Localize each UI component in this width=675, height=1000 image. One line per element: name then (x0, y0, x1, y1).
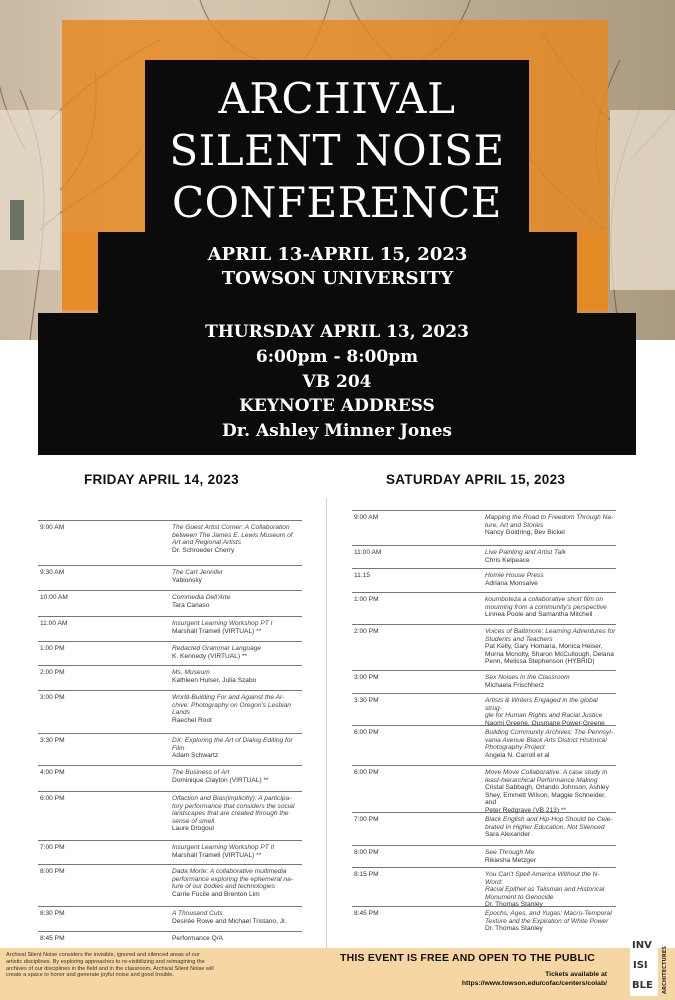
session-details (485, 596, 607, 619)
session-details (485, 514, 613, 537)
schedule-row (352, 592, 616, 619)
session-title: The Cart Jennifer (172, 569, 223, 576)
session-presenters: Performance Q/A (172, 935, 223, 942)
session-title: Students and Teachers (485, 635, 553, 643)
session-presenters: Naomi Greene, Ousmane Power-Greene (485, 719, 605, 727)
session-title: between The James E. Lewis Museum of (172, 531, 293, 539)
session-presenters: Adriana Monsalve (485, 579, 538, 587)
session-presenters: K. Kennedy (VIRTUAL) ** (172, 652, 248, 660)
session-details (172, 868, 293, 898)
schedule-row (38, 641, 302, 660)
session-title: See Through Me (485, 849, 535, 856)
session-time: 11:15 (354, 572, 371, 579)
session-time: 9:00 AM (354, 514, 379, 521)
schedule-row (38, 733, 302, 760)
session-details (172, 935, 223, 943)
about-line: Archival Silent Noise considers the invisible, ignored and silenced areas of our (6, 952, 200, 958)
session-details (172, 569, 223, 584)
keynote-room: VB 204 (302, 372, 372, 392)
schedule-row (352, 867, 616, 909)
schedule-row (352, 812, 616, 839)
session-details (485, 816, 613, 839)
session-details (172, 669, 256, 684)
session-presenters: Kathleen Hulser, Julia Szabo (172, 676, 257, 684)
session-presenters: Adam Schwartz (172, 752, 219, 760)
about-line: create a space to honor and generate joyful noise and good trouble. (6, 972, 174, 979)
venue: TOWSON UNIVERSITY (221, 268, 454, 289)
session-details (172, 769, 269, 784)
logo-letters-3: BLE (632, 980, 653, 991)
session-presenters: Dr. Schroeder Cherry (172, 546, 235, 554)
session-details (172, 795, 294, 833)
date-range: APRIL 13-APRIL 15, 2023 (207, 244, 468, 265)
session-time: 2:00 PM (354, 628, 379, 635)
session-title: Texture and the Expiration of White Power (485, 917, 609, 925)
session-presenters: Dominique Clayton (VIRTUAL) ** (172, 776, 269, 784)
session-title: ture, Art and Stories (485, 521, 544, 529)
session-details (485, 729, 613, 759)
session-title: Artists & Writers Engaged in the global strug- (485, 697, 598, 712)
schedule-row (352, 845, 616, 864)
schedule-row (352, 545, 616, 564)
session-details (485, 849, 536, 864)
session-time: 8:00 PM (40, 868, 65, 875)
schedule-row (38, 864, 302, 898)
session-presenters: Nancy Goldring, Bev Bickel (485, 529, 565, 537)
session-presenters: Marshall Tramell (VIRTUAL) ** (172, 627, 262, 635)
schedule-row (38, 616, 302, 635)
schedule-row (38, 520, 302, 554)
session-title: Sex Noises in the Classroom (485, 674, 570, 681)
session-title: gle for Human Rights and Racial Justice (485, 712, 603, 720)
session-presenters: Penn, Melissa Stephenson (HYBRID) (485, 658, 595, 666)
session-presenters: Raechel Root (172, 716, 212, 724)
session-time: 6:00 PM (354, 729, 379, 736)
saturday-heading: SATURDAY APRIL 15, 2023 (386, 472, 566, 487)
session-details (172, 910, 287, 925)
session-presenters: Morna Mcnolty, Sharon McCullough, Delana (485, 650, 614, 658)
session-details (172, 844, 274, 859)
ticket-info (462, 970, 607, 988)
schedule-row (38, 840, 302, 859)
session-time: 9:30 AM (40, 569, 65, 576)
session-title: DX: Exploring the Art of Dialog Editing for (172, 737, 293, 744)
schedule-row (352, 624, 616, 666)
session-presenters: Dr. Thomas Stanley (485, 925, 543, 933)
session-title: Homie House Press (485, 572, 544, 579)
session-title: vania Avenue Black Arts District Historical (485, 736, 607, 744)
schedule-row (352, 568, 616, 587)
session-title: Art and Regional Artists (172, 539, 242, 547)
session-title: koumboteza a collaborative short film on (485, 596, 604, 603)
free-event-notice: THIS EVENT IS FREE AND OPEN TO THE PUBLIC (340, 952, 595, 964)
about-line: artistic disciplines. By exploring approaches to re-visibilizing and reimagining the (6, 958, 205, 965)
session-time: 3:00 PM (354, 674, 379, 681)
session-time: 9:00 AM (40, 524, 65, 531)
session-time: 7:00 PM (40, 844, 65, 851)
session-presenters: Dr. Thomas Stanley (485, 901, 543, 909)
saturday-schedule (352, 510, 616, 940)
session-title: Epochs, Ages, and Yugas: Macro-Temporal (485, 910, 612, 917)
session-title: Racial Epithet as Talisman and Historical (485, 886, 605, 894)
session-details (485, 549, 566, 564)
schedule-row (352, 670, 616, 689)
session-details (485, 871, 616, 909)
schedule-row (352, 510, 616, 537)
schedule-row (38, 690, 302, 724)
session-details (172, 524, 293, 554)
session-details (172, 620, 272, 635)
session-time: 1:00 PM (40, 645, 65, 652)
session-time: 8:00 PM (354, 849, 379, 856)
schedule-row (352, 725, 616, 759)
session-title: World-Building For and Against the Ar- (172, 694, 285, 701)
session-presenters: Pat Kelly, Gary Homana, Monica Heiser, (485, 643, 603, 651)
session-presenters: Yablonsky (172, 576, 202, 584)
session-presenters: Cristal Sabbagh, Orlando Johnson, Ashley (485, 784, 609, 792)
session-title: sense of smell (172, 817, 215, 825)
tickets-label: Tickets available at (545, 971, 607, 978)
session-title: brated In Higher Education, Not Silenced (485, 823, 605, 831)
session-title: Voices of Baltimore: Learning Adventures for (485, 628, 616, 635)
session-presenters: Carrie Fucile and Brenton Lim (172, 890, 260, 898)
session-details (485, 697, 616, 727)
schedule-row (38, 565, 302, 584)
session-time: 10:00 AM (40, 594, 68, 601)
session-details (485, 674, 570, 689)
keynote-time: 6:00pm - 8:00pm (255, 347, 419, 367)
schedule-row (38, 906, 302, 925)
session-title: chive: Photography on Oregon's Lesbian (172, 701, 291, 709)
column-divider (326, 498, 327, 998)
schedule-row (352, 693, 616, 727)
session-time: 3:00 PM (40, 694, 65, 701)
keynote-speaker: Dr. Ashley Minner Jones (222, 421, 452, 441)
schedule-row (352, 765, 616, 814)
keynote-label: KEYNOTE ADDRESS (239, 396, 435, 416)
session-title: ture of our bodies and technologies (172, 883, 276, 891)
tickets-link[interactable]: https://www.towson.edu/cofac/centers/colab/ (461, 980, 607, 987)
session-time: 8:15 PM (354, 871, 379, 878)
session-time: 8:45 PM (354, 910, 379, 917)
session-details (172, 694, 291, 724)
logo-letters-1: INV (632, 940, 652, 951)
schedule-row (38, 791, 302, 833)
session-presenters: Linnea Poole and Samantha Mitchell (485, 611, 593, 619)
session-title: Insurgent Learning Workshop PT II (172, 844, 275, 851)
session-details (485, 572, 544, 587)
session-presenters: Marshall Tramell (VIRTUAL) ** (172, 851, 262, 859)
session-details (172, 594, 230, 609)
session-title: performance exploring the ephemeral na- (172, 875, 293, 883)
session-details (172, 737, 293, 760)
session-time: 3:30 PM (354, 697, 379, 704)
session-presenters: Chris Kelpeace (485, 556, 530, 564)
session-title: Move Move Collaborative: A case study in (485, 769, 608, 776)
session-presenters: Peter Redgrave (VB 213) ** (485, 806, 566, 814)
session-time: 11:00 AM (40, 620, 68, 627)
session-time: 8:30 PM (40, 910, 65, 917)
title-line-2: SILENT NOISE (169, 126, 505, 175)
session-title: Olfaction and Bias(implicitly): A participa- (172, 795, 292, 802)
session-title: Redacted Grammar Language (172, 645, 262, 652)
logo-side-text: ARCHITECTURES (662, 945, 668, 994)
logo-letters-2: ISI (633, 960, 648, 971)
schedule-row (38, 590, 302, 609)
invisible-architectures-logo (630, 930, 670, 996)
session-title: Black English and Hip-Hop Should be Cele- (485, 816, 613, 823)
session-details (485, 910, 612, 933)
session-details (172, 645, 261, 660)
session-title: Insurgent Learning Workshop PT I (172, 620, 273, 627)
session-presenters: Shey, Emmett Wilson, Maggie Schneider, and (485, 791, 606, 807)
session-title: Lands (172, 709, 190, 717)
session-time: 6:00 PM (354, 769, 379, 776)
session-title: Monument to Genocide (485, 893, 554, 901)
session-title: A Thousand Cuts (172, 910, 223, 917)
session-presenters: Desirée Rowe and Michael Tristano, Jr. (172, 917, 287, 925)
session-time: 2:00 PM (40, 669, 65, 676)
session-time: 7:00 PM (354, 816, 379, 823)
session-title: Commedia Dell'Arte (172, 594, 231, 601)
session-title: Dada Morte: A collaborative multimedia (172, 868, 287, 875)
keynote-day: THURSDAY APRIL 13, 2023 (205, 322, 469, 342)
schedule-row (352, 906, 616, 933)
session-title: mourning from a community's perspective (485, 603, 607, 611)
about-line: archives of our disciplines in the field and in the classroom, Archival Silent Noise will (6, 965, 214, 972)
session-time: 1:00 PM (354, 596, 379, 603)
session-presenters: Rikiesha Metzger (485, 856, 536, 864)
session-title: Film (172, 744, 185, 752)
session-presenters: Angela N. Carroll et al (485, 751, 550, 759)
session-time: 3:30 PM (40, 737, 65, 744)
friday-heading: FRIDAY APRIL 14, 2023 (84, 472, 239, 487)
session-presenters: Laure Drogoul (172, 825, 214, 833)
friday-schedule (38, 520, 302, 940)
session-presenters: Sara Alexander (485, 831, 531, 839)
session-details (485, 769, 616, 815)
session-title: Building Community Archives: The Pennsyl- (485, 729, 614, 736)
session-details (485, 628, 615, 666)
session-time: 11:00 AM (354, 549, 382, 556)
session-title: The Business of Art (172, 769, 230, 776)
session-title: Mapping the Road to Freedom Through Na- (485, 514, 614, 521)
schedule-row (38, 665, 302, 684)
footer-about (6, 952, 306, 979)
session-title: landscapes that are created through the (172, 810, 289, 818)
schedule-row (38, 931, 302, 942)
schedule-row (38, 765, 302, 784)
session-time: 6:00 PM (40, 795, 65, 802)
title-line-3: CONFERENCE (172, 178, 502, 227)
footer-band (0, 945, 675, 1000)
session-title: least-hierarchical Performance Making (485, 776, 598, 784)
session-title: tory performance that considers the social (172, 802, 295, 810)
session-presenters: Michaela Frischherz (485, 681, 544, 689)
session-title: Live Painting and Artist Talk (485, 549, 566, 556)
session-time: 4:00 PM (40, 769, 65, 776)
session-presenters: Tara Cariaso (172, 601, 210, 609)
session-title: Ms. Museum (172, 669, 210, 676)
session-title: Photography Project (485, 744, 545, 752)
session-title: You Can't Spell America Without the N-Word: (485, 871, 600, 886)
session-time: 8:45 PM (40, 935, 65, 942)
title-line-1: ARCHIVAL (218, 74, 456, 123)
session-title: The Guest Artist Corner: A Collaboration (172, 524, 290, 531)
